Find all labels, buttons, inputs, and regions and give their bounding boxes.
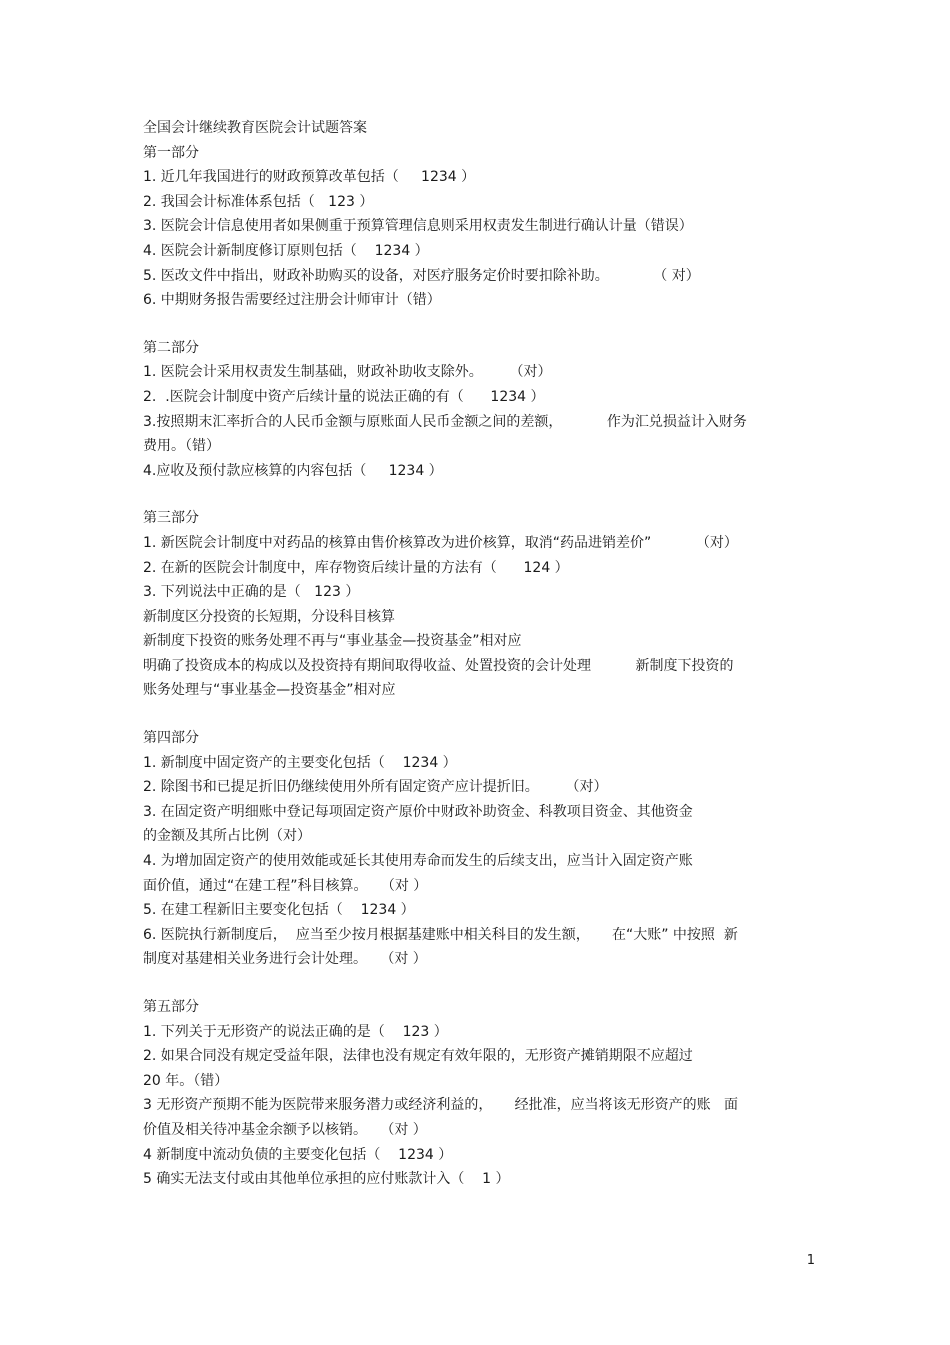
section-spacer (143, 483, 813, 506)
section-heading: 第五部分 (143, 999, 199, 1015)
question-line: 3 无形资产预期不能为医院带来服务潜力或经济利益的， 经批准，应当将该无形资产的账 面 (143, 1097, 738, 1114)
question-line: 价值及相关待冲基金余额予以核销。 （对 ） (143, 1121, 427, 1138)
section-4 (143, 726, 813, 972)
question-line: 账务处理与“事业基金—投资基金”相对应 (143, 682, 396, 699)
question-line: 2. 除图书和已提足折旧仍继续使用外所有固定资产应计提折旧。 （对） (143, 779, 608, 796)
question-line: 1. 下列关于无形资产的说法正确的是（ 123 ） (143, 1023, 448, 1040)
section-heading: 第三部分 (143, 510, 199, 527)
question-line: 5 确实无法支付或由其他单位承担的应付账款计入（ 1 ） (143, 1171, 510, 1188)
section-heading: 第四部分 (143, 730, 199, 747)
question-line: 3.按照期末汇率折合的人民币金额与原账面人民币金额之间的差额， 作为汇兑损益计入财务 (143, 413, 747, 430)
question-line: 4.应收及预付款应核算的内容包括（ 1234 ） (143, 462, 443, 479)
question-line: 2. 如果合同没有规定受益年限，法律也没有规定有效年限的，无形资产摊销期限不应超过 (143, 1048, 693, 1065)
question-line: 2. 我国会计标准体系包括（ 123 ） (143, 193, 374, 210)
question-line: 1. 新医院会计制度中对药品的核算由售价核算改为进价核算，取消“药品进销差价” （对） (143, 534, 738, 551)
question-line: 5. 在建工程新旧主要变化包括（ 1234 ） (143, 902, 415, 919)
question-line: 3. 下列说法中正确的是（ 123 ） (143, 584, 360, 601)
document-page (143, 116, 813, 1192)
section-3 (143, 506, 813, 703)
page-number: 1 (806, 1253, 815, 1268)
question-line: 3. 在固定资产明细账中登记每项固定资产原价中财政补助资金、科教项目资金、其他资金 (143, 803, 693, 820)
question-line: 4. 为增加固定资产的使用效能或延长其使用寿命而发生的后续支出，应当计入固定资产账 (143, 853, 693, 870)
section-heading: 第二部分 (143, 339, 199, 356)
question-line: 1. 近几年我国进行的财政预算改革包括（ 1234 ） (143, 169, 476, 186)
section-1 (143, 141, 813, 313)
question-line: 1. 医院会计采用权责发生制基础，财政补助收支除外。 （对） (143, 364, 552, 381)
question-line: 4. 医院会计新制度修订原则包括（ 1234 ） (143, 242, 429, 259)
question-line: 2. .医院会计制度中资产后续计量的说法正确的有（ 1234 ） (143, 388, 545, 405)
section-spacer (143, 703, 813, 726)
question-line: 20 年。（错） (143, 1072, 229, 1089)
section-5 (143, 995, 813, 1192)
question-line: 费用。（错） (143, 438, 220, 455)
question-line: 6. 医院执行新制度后， 应当至少按月根据基建账中相关科目的发生额， 在“大账” 中按照 新 (143, 926, 738, 943)
question-line: 4 新制度中流动负债的主要变化包括（ 1234 ） (143, 1146, 453, 1163)
section-2 (143, 336, 813, 484)
section-spacer (143, 972, 813, 995)
question-line: 新制度区分投资的长短期，分设科目核算 (143, 608, 395, 625)
question-line: 6. 中期财务报告需要经过注册会计师审计（错） (143, 292, 441, 309)
question-line: 新制度下投资的账务处理不再与“事业基金—投资基金”相对应 (143, 633, 522, 650)
question-line: 2. 在新的医院会计制度中，库存物资后续计量的方法有（ 124 ） (143, 559, 569, 576)
question-line: 明确了投资成本的构成以及投资持有期间取得收益、处置投资的会计处理 新制度下投资的 (143, 657, 734, 674)
section-heading: 第一部分 (143, 144, 199, 161)
question-line: 面价值，通过“在建工程”科目核算。 （对 ） (143, 877, 428, 894)
document-title: 全国会计继续教育医院会计试题答案 (143, 120, 367, 136)
question-line: 5. 医改文件中指出，财政补助购买的设备，对医疗服务定价时要扣除补助。 （ 对） (143, 267, 700, 284)
question-line: 的金额及其所占比例（对） (143, 828, 311, 845)
question-line: 1. 新制度中固定资产的主要变化包括（ 1234 ） (143, 754, 457, 771)
section-spacer (143, 313, 813, 336)
question-line: 3. 医院会计信息使用者如果侧重于预算管理信息则采用权责发生制进行确认计量（错误） (143, 218, 693, 235)
question-line: 制度对基建相关业务进行会计处理。 （对 ） (143, 951, 427, 968)
